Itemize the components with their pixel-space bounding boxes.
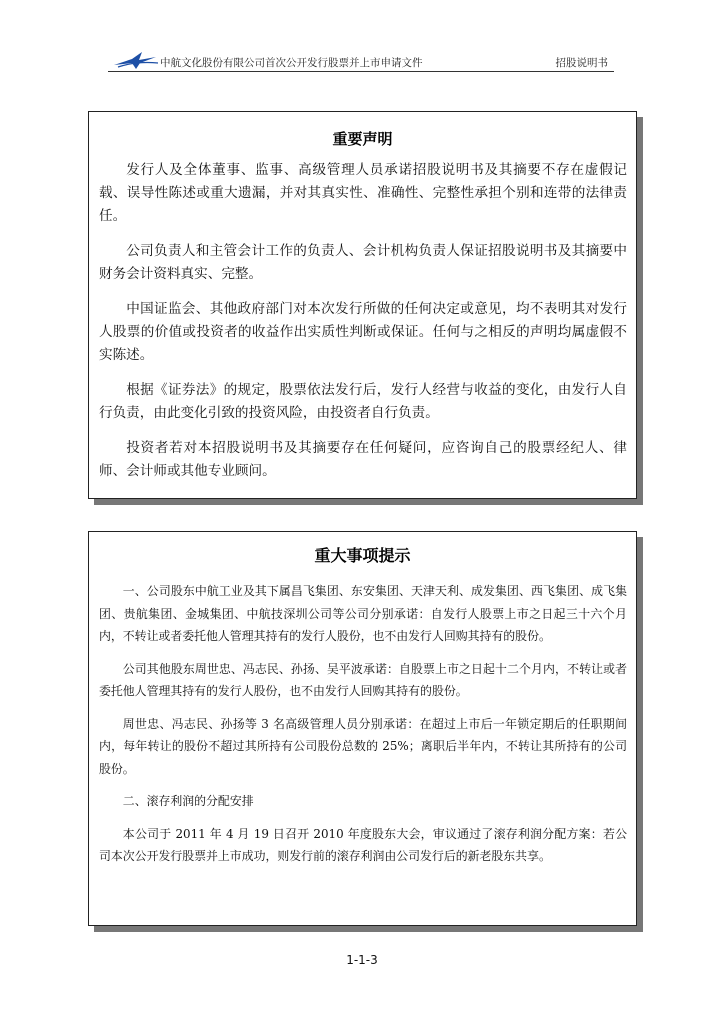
- major-matters-box: [88, 531, 637, 926]
- statement-paragraph: 公司负责人和主管会计工作的负责人、会计机构负责人保证招股说明书及其摘要中财务会计资料真实、完整。: [99, 243, 627, 282]
- matters-section-heading: 二、滚存利润的分配安排: [122, 794, 254, 808]
- statement-paragraph: 根据《证券法》的规定，股票依法发行后，发行人经营与收益的变化，由发行人自行负责，由此变化引致的投资风险，由投资者自行负责。: [99, 382, 627, 421]
- matters-paragraph: 公司其他股东周世忠、冯志民、孙扬、吴平波承诺：自股票上市之日起十二个月内，不转让或者委托他人管理其持有的发行人股份，也不由发行人回购其持有的股份。: [99, 661, 627, 698]
- matters-paragraph: 一、公司股东中航工业及其下属昌飞集团、东安集团、天津天利、成发集团、西飞集团、成飞集团、贵航集团、金城集团、中航技深圳公司等公司分别承诺：自发行人股票上市之日起三十六个月内，不转让或者委托他人管理其持有的发行人股份，也不由发行人回购其持有的股份。: [99, 584, 627, 643]
- major-matters-title: 重大事项提示: [314, 546, 411, 565]
- page-header: [108, 48, 614, 72]
- header-divider: [108, 71, 614, 72]
- header-document-type: 招股说明书: [555, 57, 608, 69]
- aircraft-logo-icon: [112, 50, 160, 70]
- statement-paragraph: 发行人及全体董事、监事、高级管理人员承诺招股说明书及其摘要不存在虚假记载、误导性陈述或重大遗漏，并对其真实性、准确性、完整性承担个别和连带的法律责任。: [99, 162, 627, 224]
- header-document-title: 中航文化股份有限公司首次公开发行股票并上市申请文件: [160, 57, 423, 69]
- statement-paragraph: 中国证监会、其他政府部门对本次发行所做的任何决定或意见，均不表明其对发行人股票的价值或投资者的收益作出实质性判断或保证。任何与之相反的声明均属虚假不实陈述。: [99, 301, 627, 363]
- page-number: 1-1-3: [346, 953, 378, 967]
- important-statement-title: 重要声明: [332, 130, 393, 148]
- matters-paragraph: 本公司于 2011 年 4 月 19 日召开 2010 年度股东大会，审议通过了滚存利润分配方案：若公司本次公开发行股票并上市成功，则发行前的滚存利润由公司发行后的新老股东共享。: [99, 826, 627, 863]
- major-matters-body: [89, 580, 636, 868]
- statement-paragraph: 投资者若对本招股说明书及其摘要存在任何疑问，应咨询自己的股票经纪人、律师、会计师或其他专业顾问。: [99, 440, 627, 479]
- important-statement-box: [88, 111, 637, 499]
- matters-paragraph: 周世忠、冯志民、孙扬等 3 名高级管理人员分别承诺：在超过上市后一年锁定期后的任职期间内，每年转让的股份不超过其所持有公司股份总数的 25%；离职后半年内，不转让其所持有的公司股份。: [99, 716, 627, 776]
- important-statement-body: [89, 159, 636, 483]
